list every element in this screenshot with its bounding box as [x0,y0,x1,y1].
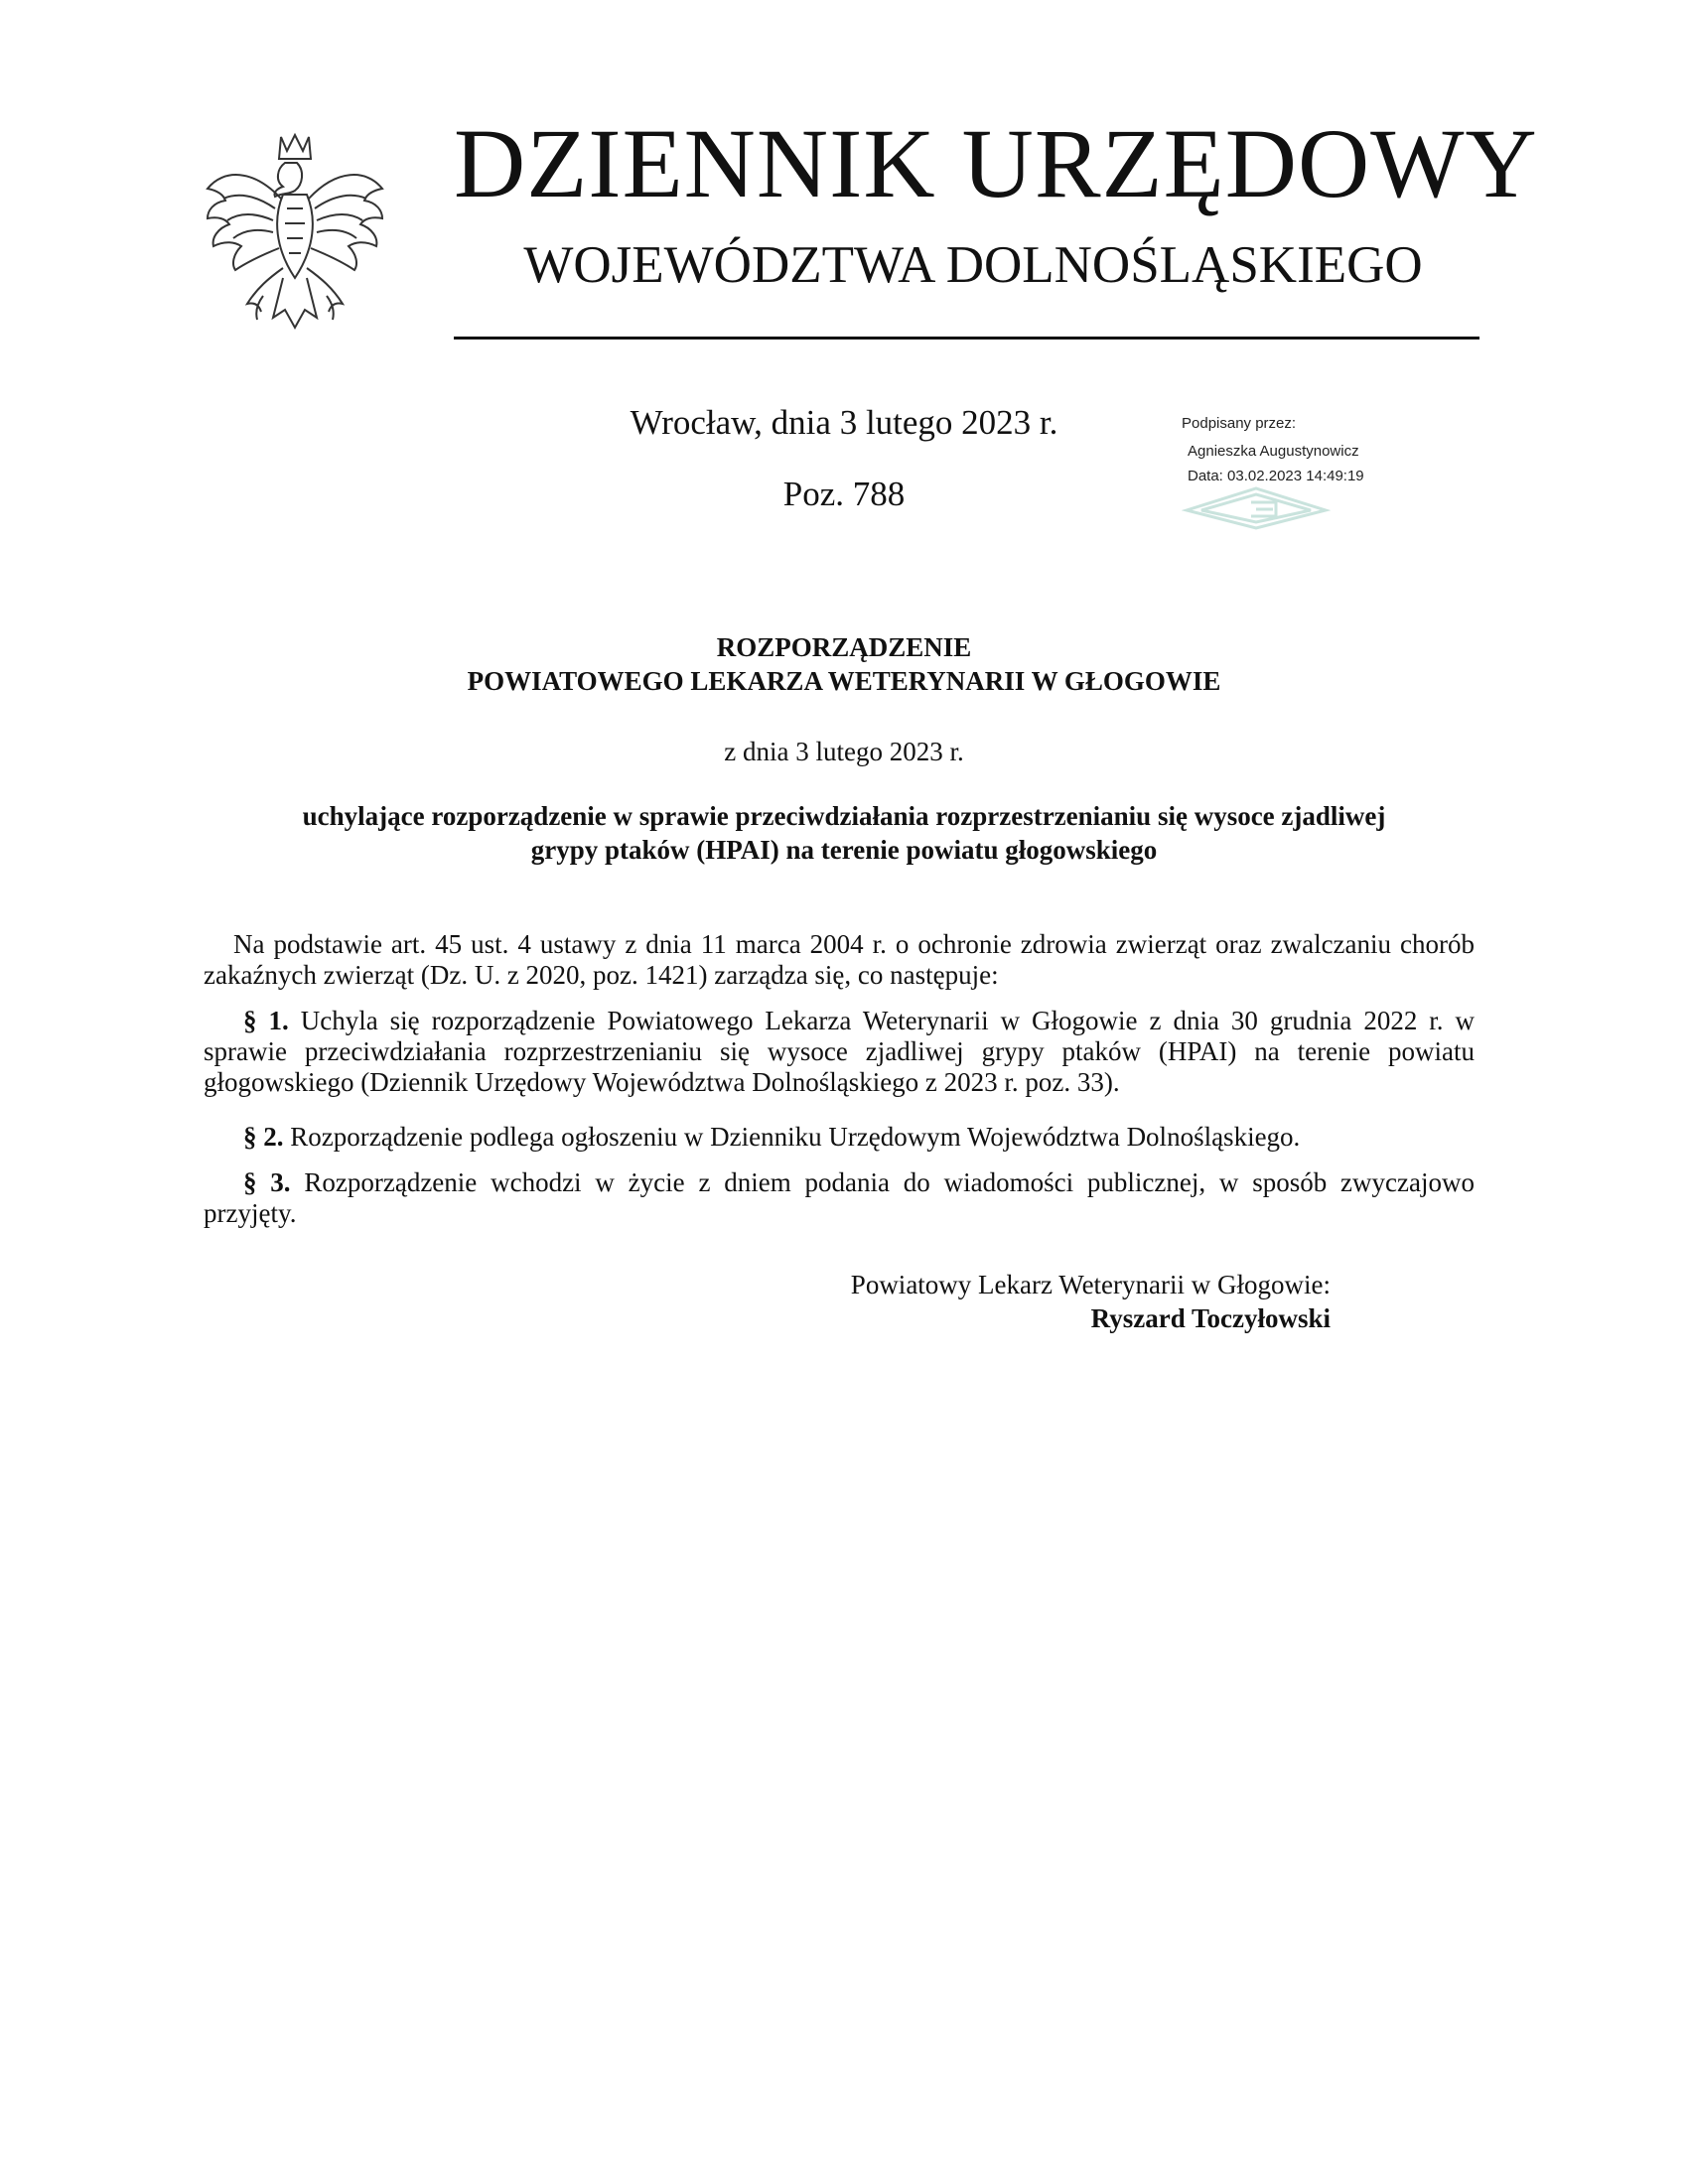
section-1-paragraph [204,1006,1475,1098]
section-2-paragraph [204,1122,1475,1153]
section-3-paragraph [204,1167,1475,1229]
signature-date: Data: 03.02.2023 14:49:19 [1188,468,1364,484]
document-subject-line-1: uchylające rozporządzenie w sprawie przeciwdziałania rozprzestrzenianiu się wysoce zjadliwej [302,801,1386,831]
masthead-divider [454,337,1479,340]
signer-role: Powiatowy Lekarz Weterynarii w Głogowie: [850,1270,1331,1299]
publication-place-date: Wrocław, dnia 3 lutego 2023 r. [630,403,1058,442]
legal-basis-paragraph: Na podstawie art. 45 ust. 4 ustawy z dnia 11 marca 2004 r. o ochronie zdrowia zwierząt oraz zwalczaniu chorób zakaźnych zwierząt (Dz. U. z 2020, poz. 1421) zarządza się, co następuje: [204,929,1475,990]
signature-signer: Agnieszka Augustynowicz [1188,443,1359,460]
electronic-signature-block [1182,415,1440,524]
journal-subtitle: WOJEWÓDZTWA DOLNOŚLĄSKIEGO [523,236,1423,294]
section-1-mark: § 1. [243,1006,289,1035]
position-number: Poz. 788 [782,475,906,513]
document-subject-line-2: grypy ptaków (HPAI) na terenie powiatu głogowskiego [530,835,1158,865]
polish-eagle-emblem-icon [204,129,387,347]
section-1-text: Uchyla się rozporządzenie Powiatowego Lekarza Weterynarii w Głogowie z dnia 30 grudnia 2022 r. w sprawie przeciwdziałania rozprzestrzenianiu się wysoce zjadliwej grypy ptaków (HPAI) na terenie powiatu głogowskiego (Dziennik Urzędowy Województwa Dolnośląskiego z 2023 r. poz. 33). [204,1006,1476,1097]
section-3-mark: § 3. [243,1167,291,1197]
document-date: z dnia 3 lutego 2023 r. [724,737,964,766]
document-author: POWIATOWEGO LEKARZA WETERYNARII W GŁOGOWIE [467,666,1221,696]
section-2-mark: § 2. [243,1122,284,1152]
document-subject [199,799,1489,867]
signer-name: Ryszard Toczyłowski [1090,1303,1331,1333]
e-signature-mark-icon [1182,480,1331,530]
signature-label: Podpisany przez: [1182,415,1297,432]
section-2-text: Rozporządzenie podlega ogłoszeniu w Dzienniku Urzędowym Województwa Dolnośląskiego. [290,1122,1301,1152]
section-3-text: Rozporządzenie wchodzi w życie z dniem podania do wiadomości publicznej, w sposób zwyczajowo przyjęty. [204,1167,1475,1228]
document-type: ROZPORZĄDZENIE [716,632,972,662]
journal-title: DZIENNIK URZĘDOWY [454,108,1538,218]
